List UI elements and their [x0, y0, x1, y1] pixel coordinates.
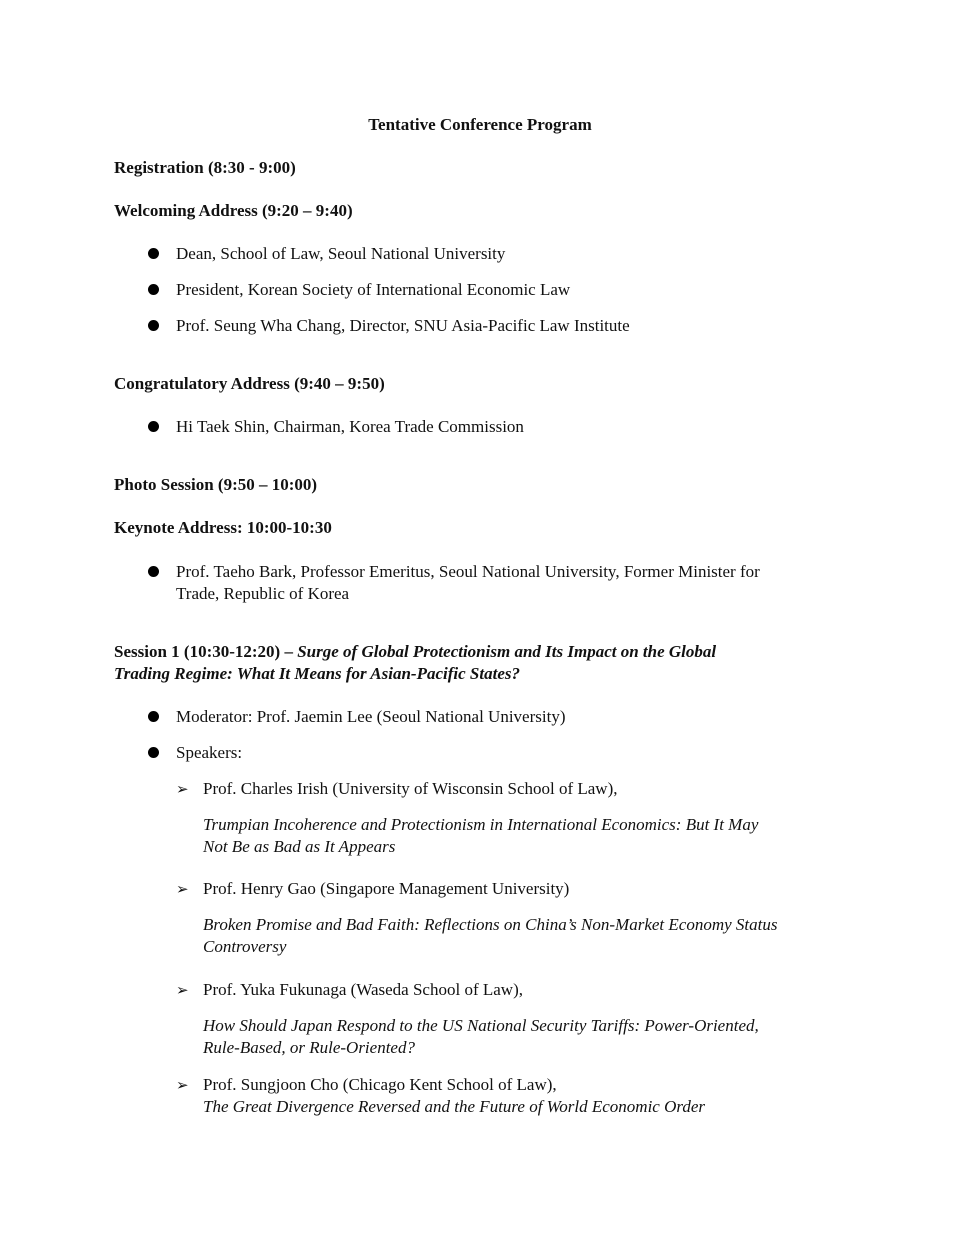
speaker-name: Prof. Charles Irish (University of Wisconsin School of Law), [203, 779, 618, 798]
bullet-icon [148, 711, 159, 722]
session1-title: Trading Regime: What It Means for Asian-Pacific States? [114, 664, 520, 683]
registration-heading: Registration (8:30 - 9:00) [114, 158, 296, 177]
bullet-icon [148, 566, 159, 577]
speaker-paper-title [203, 1015, 849, 1059]
speaker-paper-title: The Great Divergence Reversed and the Future of World Economic Order [203, 1097, 706, 1116]
welcoming-heading: Welcoming Address (9:20 – 9:40) [114, 201, 353, 220]
session1-title: Surge of Global Protectionism and Its Impact on the Global [297, 642, 717, 661]
speakers-label: Speakers: [176, 743, 243, 762]
keynote-item-line: Trade, Republic of Korea [176, 584, 350, 603]
paper-title-line: Rule-Based, or Rule-Oriented? [203, 1038, 415, 1057]
bullet-icon [148, 248, 159, 259]
session1-label: Session 1 (10:30-12:20) – [114, 642, 298, 661]
welcoming-item: Dean, School of Law, Seoul National University [176, 244, 506, 263]
bullet-icon [148, 284, 159, 295]
keynote-item [176, 561, 848, 605]
paper-title-line: Controversy [203, 937, 287, 956]
arrow-bullet-icon: ➢ [176, 981, 189, 999]
photo-session-heading: Photo Session (9:50 – 10:00) [114, 475, 318, 494]
arrow-bullet-icon: ➢ [176, 780, 189, 798]
speaker-paper-title [203, 814, 849, 858]
paper-title-line: Trumpian Incoherence and Protectionism in International Economics: But It May [203, 815, 759, 834]
arrow-bullet-icon: ➢ [176, 880, 189, 898]
paper-title-line: Not Be as Bad as It Appears [203, 837, 396, 856]
speaker-name: Prof. Henry Gao (Singapore Management University) [203, 879, 570, 898]
congratulatory-item: Hi Taek Shin, Chairman, Korea Trade Commission [176, 417, 524, 436]
keynote-heading: Keynote Address: 10:00-10:30 [114, 518, 332, 537]
page-title: Tentative Conference Program [368, 115, 592, 134]
bullet-icon [148, 421, 159, 432]
welcoming-item: President, Korean Society of International Economic Law [176, 280, 571, 299]
session1-heading [114, 641, 834, 685]
speaker-paper-title [203, 914, 849, 958]
speaker-name: Prof. Sungjoon Cho (Chicago Kent School of Law), [203, 1075, 557, 1094]
bullet-icon [148, 320, 159, 331]
paper-title-line: Broken Promise and Bad Faith: Reflections on China’s Non-Market Economy Status [203, 915, 778, 934]
paper-title-line: How Should Japan Respond to the US National Security Tariffs: Power-Oriented, [203, 1016, 759, 1035]
bullet-icon [148, 747, 159, 758]
speaker-name: Prof. Yuka Fukunaga (Waseda School of Law), [203, 980, 523, 999]
welcoming-item: Prof. Seung Wha Chang, Director, SNU Asia-Pacific Law Institute [176, 316, 630, 335]
arrow-bullet-icon: ➢ [176, 1076, 189, 1094]
moderator-item: Moderator: Prof. Jaemin Lee (Seoul National University) [176, 707, 566, 726]
congratulatory-heading: Congratulatory Address (9:40 – 9:50) [114, 374, 385, 393]
keynote-item-line: Prof. Taeho Bark, Professor Emeritus, Seoul National University, Former Minister for [176, 562, 760, 581]
